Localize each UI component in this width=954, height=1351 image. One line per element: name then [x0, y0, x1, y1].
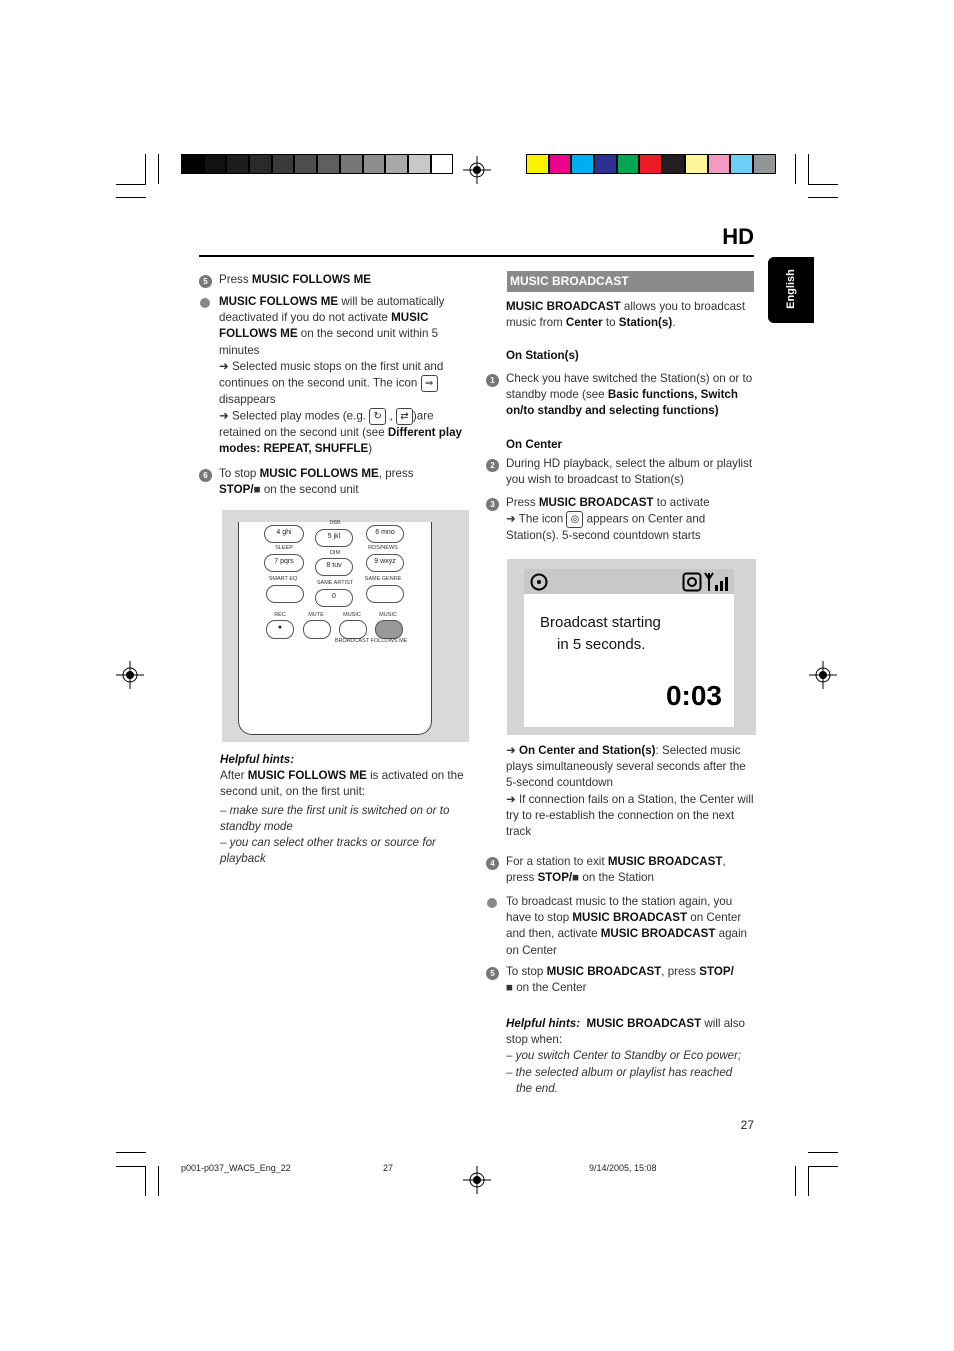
- step-text: For a station to exit: [506, 855, 608, 868]
- step-text: During HD playback, select the album or playlist you wish to broadcast to Station(s): [506, 457, 753, 487]
- device-screen: [524, 569, 734, 727]
- stop-square-icon: ■: [253, 483, 261, 497]
- color-swatch: [549, 154, 572, 174]
- hints-title: Helpful hints:: [220, 753, 295, 766]
- subheading: On Center: [506, 438, 563, 451]
- crop-mark: [145, 1166, 146, 1196]
- color-swatch: [753, 154, 776, 174]
- crop-mark: [808, 1166, 809, 1196]
- screen-message-line1: Broadcast starting: [540, 614, 661, 631]
- color-swatch: [594, 154, 617, 174]
- remote-label: SLEEP: [275, 545, 293, 551]
- remote-label: RDS/NEWS: [368, 545, 398, 551]
- step-number: 5: [486, 967, 499, 980]
- color-swatch: [385, 154, 408, 174]
- color-swatch: [730, 154, 753, 174]
- color-swatch: [272, 154, 295, 174]
- step-text: To stop: [506, 965, 547, 978]
- arrow-bold: Different play modes: REPEAT, SHUFFLE: [219, 426, 462, 456]
- remote-label: MUSIC: [343, 612, 361, 618]
- arrow-text: )are retained on the second unit (see: [219, 409, 434, 440]
- right-column: [486, 299, 754, 559]
- bullet-text: on the second unit within 5 minutes: [219, 327, 439, 357]
- intro-bold: Center: [565, 316, 603, 330]
- step-number: 5: [199, 275, 212, 288]
- arrow-text: Selected music stops on the first unit and continues on the second unit. The icon: [219, 359, 444, 390]
- section-bar-title: MUSIC BROADCAST: [510, 274, 629, 288]
- step-bold: MUSIC BROADCAST: [607, 855, 723, 868]
- arrow-text: appears on Center and Station(s). 5-second countdown starts: [506, 512, 706, 543]
- step-bold: MUSIC BROADCAST: [538, 496, 654, 509]
- bullet-text: To broadcast music to the station again, you have to stop: [506, 895, 733, 925]
- left-hints: [220, 752, 468, 867]
- bullet-bold: MUSIC FOLLOWS ME: [219, 311, 429, 341]
- crop-mark: [145, 154, 146, 184]
- color-swatch: [226, 154, 249, 174]
- hint-item: – you switch Center to Standby or Eco power;: [506, 1049, 742, 1063]
- intro-text: to: [602, 316, 619, 330]
- bullet-text: again on Center: [506, 927, 747, 957]
- remote-button: [366, 585, 404, 603]
- stop-square-icon: ■: [572, 871, 580, 885]
- remote-button: [375, 620, 403, 639]
- remote-illustration: [222, 510, 469, 742]
- remote-label: REC: [274, 612, 286, 618]
- bullet-text: on Center and then, activate: [506, 911, 742, 941]
- crop-mark: [116, 1166, 146, 1167]
- crop-mark: [808, 154, 809, 184]
- crop-mark: [116, 184, 146, 185]
- crop-mark: [808, 1166, 838, 1167]
- step-text: on the Center: [513, 981, 587, 995]
- hint-item: – you can select other tracks or source for playback: [220, 836, 436, 866]
- remote-button: 9 wxyz: [366, 554, 404, 572]
- bullet-icon: [200, 298, 210, 308]
- crop-mark: [158, 154, 159, 184]
- crop-mark: [158, 1166, 159, 1196]
- step-bold: STOP/: [699, 965, 734, 978]
- remote-label: DBB: [329, 520, 341, 526]
- arrow-text: The icon: [518, 512, 564, 526]
- hints-bold: MUSIC FOLLOWS ME: [247, 769, 367, 783]
- language-tab: [768, 257, 814, 323]
- color-swatch: [181, 154, 204, 174]
- remote-button: [303, 620, 331, 639]
- section-bar: [507, 271, 754, 292]
- follows-me-icon: ⇒: [421, 375, 438, 392]
- intro-text: allows you to broadcast music from: [506, 300, 746, 330]
- page-number: 27: [740, 1118, 754, 1132]
- remote-button: 4 ghi: [264, 525, 304, 543]
- repeat-icon: ↻: [369, 408, 386, 425]
- registration-mark-icon: [809, 661, 837, 689]
- step-number: 1: [486, 374, 499, 387]
- hints-text: After: [220, 769, 248, 783]
- color-swatch: [639, 154, 662, 174]
- step-text: Press: [506, 496, 539, 509]
- color-swatch: [526, 154, 549, 174]
- crop-mark: [795, 154, 796, 184]
- step-number: 3: [486, 498, 499, 511]
- hint-item: – the selected album or playlist has reached: [506, 1065, 733, 1079]
- screen-message-line2: in 5 seconds.: [557, 636, 646, 653]
- remote-label: SAME GENRE: [364, 576, 402, 582]
- step-text: to activate: [653, 496, 710, 509]
- step-text: To stop: [219, 467, 260, 480]
- remote-label: MUTE: [308, 612, 324, 618]
- intro-bold: MUSIC BROADCAST: [506, 300, 621, 313]
- remote-button: 0: [315, 589, 353, 607]
- color-swatch: [363, 154, 386, 174]
- remote-label: FOLLOWS ME: [370, 638, 408, 644]
- screen-countdown: 0:03: [665, 680, 722, 711]
- crop-mark: [808, 1152, 838, 1153]
- hint-item: the end.: [516, 1081, 558, 1095]
- hints-text: is activated on the second unit, on the first unit:: [220, 769, 464, 799]
- color-swatch: [317, 154, 340, 174]
- remote-label: BROADCAST: [334, 638, 370, 644]
- bullet-bold: MUSIC BROADCAST: [572, 911, 688, 925]
- remote-button: [339, 620, 367, 639]
- section-title: HD: [722, 224, 754, 249]
- step-bold: MUSIC FOLLOWS ME: [259, 467, 379, 480]
- color-swatch: [249, 154, 272, 174]
- hints-title: Helpful hints:: [506, 1017, 581, 1030]
- page-header-rule: [199, 255, 754, 257]
- intro-text: .: [672, 316, 676, 330]
- left-column: 5 Press MUSIC FOLLOWS ME MUSIC FOLLOWS ME will be automatically deactivated if you do not activate MUSIC FOLLOWS ME on the second unit within 5 minutes ➜ Selected music stops on the first unit and continues on the second unit. The icon ⇒ disappears ➜ Selected play modes (e.g. ↻ , ⇄ )are retained on the second unit (see Different play modes: REPEAT, SHUFFLE) 6 To stop MUSIC FOLLOWS ME, press STOP/■ on the second unit: [199, 272, 467, 872]
- color-swatch: [340, 154, 363, 174]
- subheading: On Station(s): [506, 349, 579, 362]
- arrow-text: : Selected music plays simultaneously several seconds after the 5-second countdown: [506, 744, 746, 790]
- remote-button: 7 pqrs: [264, 554, 304, 572]
- remote-label: MUSIC: [379, 612, 397, 618]
- arrow-icon: ➜: [219, 409, 229, 423]
- stop-square-icon: ■: [506, 981, 514, 995]
- remote-button: ●: [266, 620, 294, 639]
- color-swatch: [294, 154, 317, 174]
- grayscale-color-bar: [181, 154, 453, 176]
- remote-label: SMART EQ: [268, 576, 298, 582]
- step-bold: MUSIC BROADCAST: [546, 965, 662, 978]
- footer-filename: p001-p037_WAC5_Eng_22: [181, 1163, 291, 1173]
- step-number: 4: [486, 857, 499, 870]
- color-swatch: [708, 154, 731, 174]
- arrow-text-end: ): [368, 442, 373, 456]
- arrow-icon: ➜: [506, 744, 516, 757]
- step-bold: STOP/: [537, 871, 573, 885]
- crop-mark: [116, 197, 146, 198]
- arrow-text: Selected play modes (e.g.: [231, 409, 367, 423]
- step-text: on the Station: [579, 871, 654, 885]
- device-screen-illustration: [507, 559, 756, 735]
- color-swatch: [617, 154, 640, 174]
- color-swatch: [204, 154, 227, 174]
- step-text: , press: [506, 855, 726, 885]
- color-swatch: [662, 154, 685, 174]
- arrow-icon: ➜: [506, 792, 516, 806]
- step-text: Check you have switched the Station(s) on or to standby mode (see: [506, 372, 753, 402]
- step-bold: MUSIC FOLLOWS ME: [251, 273, 372, 286]
- step-text: , press: [661, 965, 700, 978]
- bullet-text: will be automatically deactivated if you do not activate: [219, 295, 445, 325]
- registration-mark-icon: [116, 661, 144, 689]
- registration-mark-icon: [463, 156, 491, 184]
- arrow-text-end: disappears: [219, 393, 276, 407]
- step-text: on the second unit: [260, 483, 359, 497]
- bullet-bold: MUSIC BROADCAST: [600, 927, 716, 941]
- right-column-lower: [486, 743, 754, 1103]
- step-bold: Basic functions, Switch on/to standby and selecting functions): [506, 388, 738, 418]
- remote-button: 8 tuv: [315, 558, 353, 576]
- remote-button: 6 mno: [366, 525, 404, 543]
- hint-item: – make sure the first unit is switched on or to standby mode: [220, 803, 450, 833]
- step-number: 2: [486, 459, 499, 472]
- crop-mark: [116, 1152, 146, 1153]
- color-swatch: [571, 154, 594, 174]
- step-number: 6: [199, 469, 212, 482]
- arrow-icon: ➜: [506, 512, 516, 526]
- shuffle-icon: ⇄: [396, 408, 413, 425]
- hints-bold: MUSIC BROADCAST: [586, 1017, 702, 1030]
- arrow-bold: On Center and Station(s): [518, 744, 656, 757]
- remote-button: 5 jkl: [315, 529, 353, 547]
- crop-mark: [808, 197, 838, 198]
- color-swatch: [431, 154, 454, 174]
- broadcast-icon: [682, 572, 702, 592]
- footer-page: 27: [383, 1163, 394, 1173]
- intro-bold: Station(s): [618, 316, 673, 330]
- crop-mark: [808, 184, 838, 185]
- hd-disc-icon: [529, 572, 549, 592]
- bullet-icon: [487, 898, 497, 908]
- footer-date: 9/14/2005, 15:08: [589, 1163, 657, 1173]
- step-text: , press: [378, 467, 414, 480]
- process-color-bar: [526, 154, 776, 176]
- step-text: Press: [219, 273, 252, 286]
- broadcast-icon: ◎: [566, 511, 583, 528]
- remote-button: [266, 585, 304, 603]
- bullet-bold: MUSIC FOLLOWS ME: [219, 295, 339, 308]
- remote-label: SAME ARTIST: [316, 580, 354, 586]
- hints-text: will also stop when:: [506, 1017, 745, 1047]
- language-tab-label: English: [785, 269, 797, 309]
- signal-strength-icon: [704, 571, 730, 593]
- arrow-text: If connection fails on a Station, the Center will try to re-establish the connection on the next track: [506, 792, 754, 839]
- color-swatch: [408, 154, 431, 174]
- registration-mark-icon: [463, 1166, 491, 1194]
- screen-status-bar: [524, 569, 734, 594]
- step-bold: STOP/: [219, 483, 254, 497]
- remote-label: DIM: [329, 550, 341, 556]
- crop-mark: [795, 1166, 796, 1196]
- arrow-icon: ➜: [219, 359, 229, 373]
- color-swatch: [685, 154, 708, 174]
